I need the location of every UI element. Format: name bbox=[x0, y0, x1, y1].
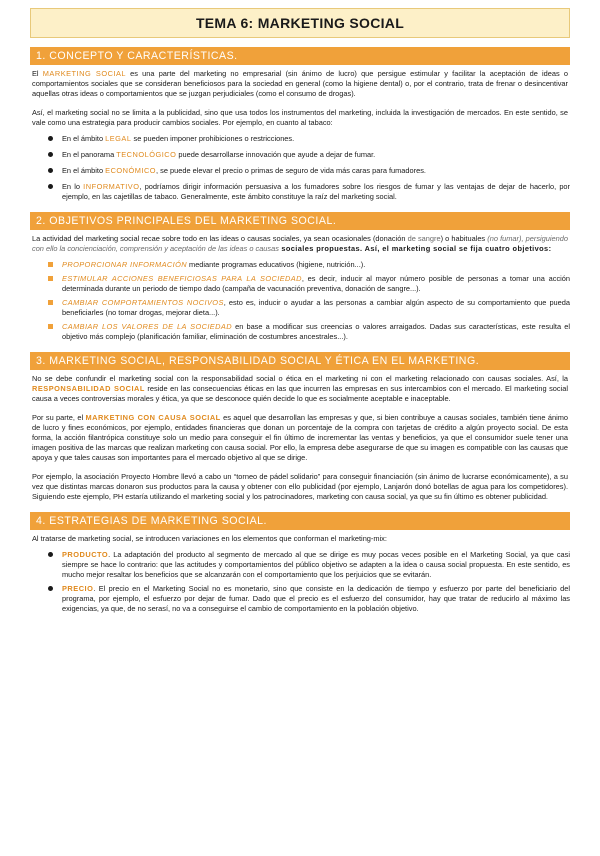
keyword: CAMBIAR LOS VALORES DE LA SOCIEDAD bbox=[62, 322, 232, 331]
keyword: TECNOLÓGICO bbox=[116, 150, 177, 159]
keyword: ESTIMULAR ACCIONES BENEFICIOSAS PARA LA SOCIEDAD bbox=[62, 274, 302, 283]
text: . Así, el marketing social se fija cuatro objetivos: bbox=[360, 244, 552, 253]
text: en base a modificar sus creencias o valores arraigados. Dadas sus características, este resulta el objetivo más complejo (planificación familiar, eliminación de costumbres ancestrales...). bbox=[62, 322, 570, 341]
section-2-list bbox=[30, 260, 570, 342]
text: (no fumar), persiguiendo con ello la concienciación, comprensión y aceptación de las ideas o causas bbox=[32, 234, 568, 253]
section-3-paragraph-3: Por ejemplo, la asociación Proyecto Hombre llevó a cabo un “torneo de pádel solidario” para conseguir financiación (sin ánimo de lucrarse económicamente), a su vez que distintas marcas donaron sus productos para la causa y obtener con ello publicidad (por ejemplo, Lanjarón donó botellas de agua para los competidores). Siguiendo este ejemplo, PH estaría utilizando el marketing social y los patrocinadores, marketing con causa social, ya que su fin último es obtener publicidad. bbox=[32, 472, 568, 501]
bullet-icon bbox=[48, 300, 53, 305]
text: , podríamos dirigir información persuasiva a los fumadores sobre los riesgos de fumar y las ventajas de dejar de hacerlo, por ejemplo, en las cajetillas de tabaco. Generalmente, este ámbito constituye la raíz del marketing social. bbox=[62, 182, 570, 201]
text: En el ámbito bbox=[62, 134, 106, 143]
bullet-icon bbox=[48, 184, 53, 189]
keyword: MARKETING CON CAUSA SOCIAL bbox=[85, 413, 221, 422]
bullet-icon bbox=[48, 324, 53, 329]
list-item bbox=[48, 322, 570, 342]
list-item bbox=[48, 134, 570, 144]
bullet-icon bbox=[48, 136, 53, 141]
text: En lo bbox=[62, 182, 84, 191]
section-3-paragraph-2 bbox=[32, 413, 568, 463]
text: La actividad del marketing social recae sobre todo en las ideas o causas sociales, ya sean ocasionales (donación bbox=[32, 234, 408, 243]
keyword: CAMBIAR COMPORTAMIENTOS NOCIVOS bbox=[62, 298, 224, 307]
list-item bbox=[48, 584, 570, 614]
bullet-icon bbox=[48, 262, 53, 267]
keyword: PROPORCIONAR INFORMACIÓN bbox=[62, 260, 187, 269]
bullet-icon bbox=[48, 276, 53, 281]
section-1-paragraph-1 bbox=[32, 69, 568, 99]
text: reside en las consecuencias éticas en las que incurren las empresas en sus intercambios con el mercado. El marketing social causa a veces controversias morales y ética, ya que se desconoce quién decide lo que es socialmente aceptable e inaceptable. bbox=[32, 384, 568, 403]
text: ) o habituales bbox=[440, 234, 488, 243]
section-2-paragraph-1 bbox=[32, 234, 568, 254]
text: se pueden imponer prohibiciones o restricciones. bbox=[131, 134, 295, 143]
list-item bbox=[48, 298, 570, 318]
list-item bbox=[48, 260, 570, 270]
section-2-heading: 2. OBJETIVOS PRINCIPALES DEL MARKETING SOCIAL. bbox=[30, 212, 570, 230]
list-item bbox=[48, 274, 570, 294]
keyword: RESPONSABILIDAD SOCIAL bbox=[32, 384, 145, 393]
text: es una parte del marketing no empresarial (sin ánimo de lucro) que persigue estimular y facilitar la aceptación de ideas o comportamientos sociales que se consideran beneficiosos para la sociedad en general (como la higiene dental) o, por el contrario, trata de frenar o desincentivar aquellas otras ideas o comportamientos que se juzgan perjudiciales (como el consumo de drogas). bbox=[32, 69, 568, 98]
section-4-heading: 4. ESTRATEGIAS DE MARKETING SOCIAL. bbox=[30, 512, 570, 530]
keyword: LEGAL bbox=[105, 134, 132, 143]
section-3-heading: 3. MARKETING SOCIAL, RESPONSABILIDAD SOCIAL Y ÉTICA EN EL MARKETING. bbox=[30, 352, 570, 370]
text: . El precio en el Marketing Social no es monetario, sino que consiste en la dedicación de tiempo y esfuerzo por parte del beneficiario del programa, por ejemplo, el esfuerzo por dejar de fumar. Dado que el precio es el esfuerzo del consumidor, hay que tratar de reducirlo al máximo las exigencias, ya que, de no serasí, no va a conseguirse el cambio de comportamiento en la población objetivo. bbox=[62, 584, 570, 613]
section-1-list bbox=[30, 134, 570, 202]
text: . La adaptación del producto al segmento de mercado al que se dirige es muy pocas veces posible en el Marketing Social, ya que casi siempre se hace lo contrario: que las actitudes y comportamientos del público objetivo se adapten a la idea o causa social propuesta. En este sentido, es mucho mejor resaltar los beneficios que se alcanzarán con el comportamiento que los perjuicios que se evitarán. bbox=[62, 550, 570, 579]
section-4-paragraph-1: Al tratarse de marketing social, se introducen variaciones en los elementos que conforman el marketing-mix: bbox=[32, 534, 387, 543]
keyword: PRECIO bbox=[62, 584, 94, 593]
text: En el ámbito bbox=[62, 166, 106, 175]
text: , esto es, inducir o ayudar a las personas a cambiar algún aspecto de su comportamiento que pueda beneficiarles (no tomar drogas, mejorar dieta...). bbox=[62, 298, 570, 317]
text: , se puede elevar el precio o primas de seguro de vida más caras para fumadores. bbox=[156, 166, 426, 175]
page-title: TEMA 6: MARKETING SOCIAL bbox=[30, 8, 570, 38]
text: puede desarrollarse innovación que ayude a dejar de fumar. bbox=[176, 150, 376, 159]
keyword: PRODUCTO bbox=[62, 550, 109, 559]
bullet-icon bbox=[48, 152, 53, 157]
section-1-heading: 1. CONCEPTO Y CARACTERÍSTICAS. bbox=[30, 47, 570, 65]
text: No se debe confundir el marketing social con la responsabilidad social o ética en el marketing ni con el marketing relacionado con causas sociales. Así, la bbox=[32, 374, 568, 383]
keyword: ECONÓMICO bbox=[105, 166, 157, 175]
bullet-icon bbox=[48, 552, 53, 557]
bullet-icon bbox=[48, 586, 53, 591]
list-item bbox=[48, 166, 570, 176]
text: En el panorama bbox=[62, 150, 117, 159]
keyword: sociales propuestas bbox=[278, 244, 361, 253]
text: de sangre bbox=[407, 234, 441, 243]
document-page bbox=[0, 8, 600, 856]
section-1-paragraph-2: Así, el marketing social no se limita a la publicidad, sino que usa todos los instrumentos del marketing, incluida la investigación de mercados. En este sentido, se vale como una estrategia para producir cambios sociales. Por ejemplo, en cuanto al tabaco: bbox=[32, 108, 568, 127]
keyword: MARKETING SOCIAL bbox=[42, 69, 126, 78]
keyword: INFORMATIVO bbox=[83, 182, 140, 191]
section-4-list bbox=[30, 550, 570, 614]
list-item bbox=[48, 182, 570, 202]
list-item bbox=[48, 550, 570, 580]
text: mediante programas educativos (higiene, nutrición...). bbox=[186, 260, 366, 269]
text: El bbox=[32, 69, 43, 78]
bullet-icon bbox=[48, 168, 53, 173]
text: , es decir, inducir al mayor número posible de personas a tomar una acción determinada durante un periodo de tiempo dado (campaña de vacunación preventiva, donación de sangre...). bbox=[62, 274, 570, 293]
list-item bbox=[48, 150, 570, 160]
section-3-paragraph-1 bbox=[32, 374, 568, 404]
text: es aquel que desarrollan las empresas y que, si bien contribuye a causas sociales, también tiene ánimo de lucro y fines económicos, por ejemplo, entidades financieras que donan un porcentaje de la compra con tarjetas de crédito a algún proyecto social. De esta forma, la acción filantrópica constituye solo un medio para conseguir el fin último de incrementar las ventas y beneficios, ya que el consumidor suele tener una imagen positiva de las marcas que realizan marketing con causa social. Por ello, la empresa debe asegurarse de que su imagen es compatible con las causas que apoya y que tales causas son importantes para el mercado objetivo al que se dirige. bbox=[32, 413, 568, 462]
text: Por su parte, el bbox=[32, 413, 86, 422]
